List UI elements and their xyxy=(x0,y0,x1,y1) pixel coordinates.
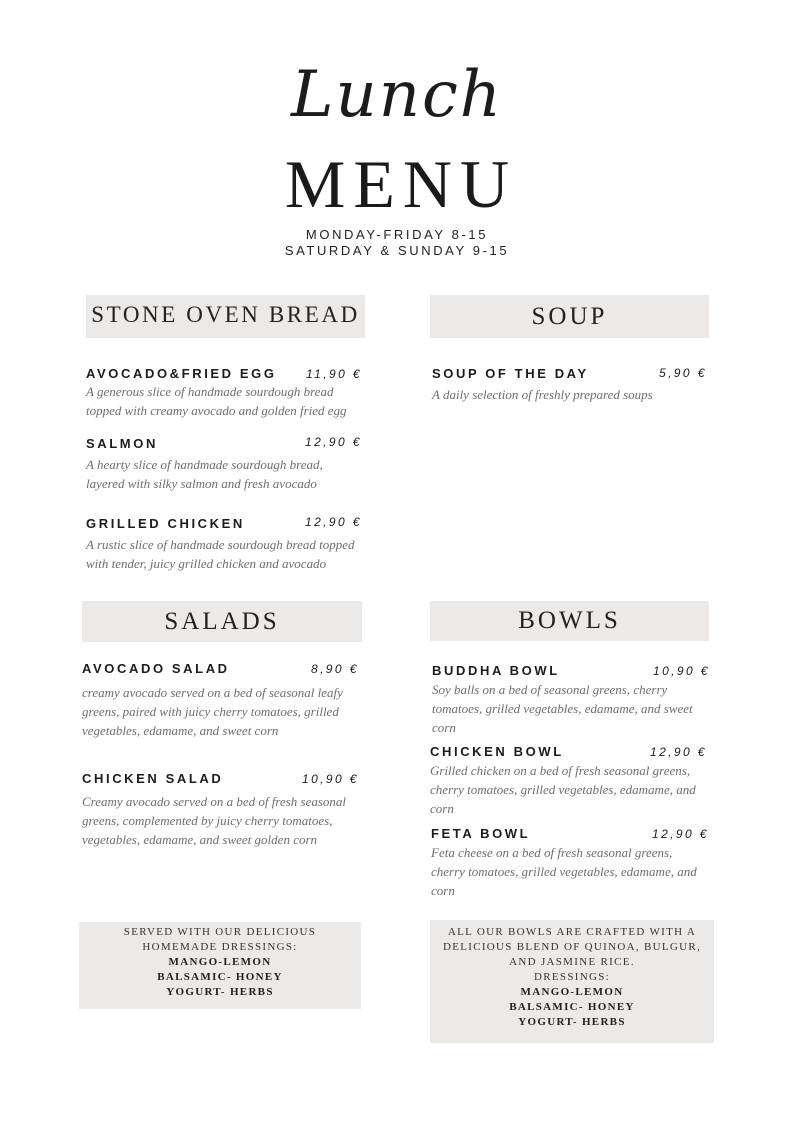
section-header-salads: SALADS xyxy=(82,601,362,642)
item-description: with tender, juicy grilled chicken and avocado xyxy=(86,556,327,571)
item-price: 12,90 € xyxy=(652,827,709,841)
hours-weekend: SATURDAY & SUNDAY 9-15 xyxy=(284,243,510,258)
item-name: AVOCADO SALAD xyxy=(82,661,230,676)
note-dressing: YOGURT- HERBS xyxy=(518,1016,626,1028)
item-name: CHICKEN BOWL xyxy=(430,744,564,759)
item-price: 11,90 € xyxy=(306,367,362,381)
item-name: GRILLED CHICKEN xyxy=(86,516,245,531)
item-description: A hearty slice of handmade sourdough bread, xyxy=(86,457,323,472)
item-description: Soy balls on a bed of seasonal greens, cherry xyxy=(432,682,668,697)
item-description: Creamy avocado served on a bed of fresh seasonal xyxy=(82,794,347,809)
item-name: FETA BOWL xyxy=(431,826,531,841)
bowls-base-note xyxy=(430,920,714,1043)
note-line: ALL OUR BOWLS ARE CRAFTED WITH A xyxy=(447,926,697,938)
item-price: 5,90 € xyxy=(659,366,707,380)
note-dressing: MANGO-LEMON xyxy=(168,956,272,968)
note-line: DELICIOUS BLEND OF QUINOA, BULGUR, xyxy=(442,941,702,953)
item-description: A rustic slice of handmade sourdough bread topped xyxy=(86,537,355,552)
item-name: BUDDHA BOWL xyxy=(432,663,560,678)
item-description: cherry tomatoes, grilled vegetables, edamame, and xyxy=(430,782,696,797)
item-description: layered with silky salmon and fresh avocado xyxy=(86,476,317,491)
section-header-bowls: BOWLS xyxy=(430,601,709,641)
item-price: 10,90 € xyxy=(653,664,710,678)
item-description: vegetables, edamame, and sweet golden corn xyxy=(82,832,318,847)
item-price: 10,90 € xyxy=(302,772,359,786)
item-description: greens, complemented by juicy cherry tomatoes, xyxy=(82,813,333,828)
item-description: tomatoes, grilled vegetables, edamame, and sweet xyxy=(432,701,693,716)
item-description: A daily selection of freshly prepared soups xyxy=(432,387,653,402)
section-header-bread: STONE OVEN BREAD xyxy=(86,295,365,338)
item-description: cherry tomatoes, grilled vegetables, edamame, and xyxy=(431,864,697,879)
item-name: SALMON xyxy=(86,436,158,451)
item-description: A generous slice of handmade sourdough bread xyxy=(86,384,334,399)
item-description: Grilled chicken on a bed of fresh seasonal greens, xyxy=(430,763,691,778)
item-description: greens, paired with juicy cherry tomatoes, grilled xyxy=(82,704,339,719)
item-price: 12,90 € xyxy=(305,515,362,529)
item-description: creamy avocado served on a bed of seasonal leafy xyxy=(82,685,343,700)
note-line: HOMEMADE DRESSINGS: xyxy=(142,941,298,953)
item-description: corn xyxy=(430,801,454,816)
item-description: Feta cheese on a bed of fresh seasonal greens, xyxy=(431,845,673,860)
note-dressing: BALSAMIC- HONEY xyxy=(509,1001,635,1013)
section-header-soup: SOUP xyxy=(430,295,709,338)
note-dressing: YOGURT- HERBS xyxy=(166,986,274,998)
script-title-lunch: Lunch xyxy=(291,58,503,132)
item-description: corn xyxy=(431,883,455,898)
note-line: SERVED WITH OUR DELICIOUS xyxy=(123,926,317,938)
item-price: 8,90 € xyxy=(311,662,359,676)
item-description: vegetables, edamame, and sweet corn xyxy=(82,723,279,738)
item-name: CHICKEN SALAD xyxy=(82,771,224,786)
note-dressing: BALSAMIC- HONEY xyxy=(157,971,283,983)
salads-dressing-note xyxy=(79,922,361,1009)
item-name: AVOCADO&FRIED EGG xyxy=(86,366,277,381)
item-description: topped with creamy avocado and golden fried egg xyxy=(86,403,347,418)
item-name: SOUP OF THE DAY xyxy=(432,366,589,381)
note-dressing: MANGO-LEMON xyxy=(520,986,624,998)
item-description: corn xyxy=(432,720,456,735)
page-title: MENU xyxy=(284,146,518,222)
hours-weekdays: MONDAY-FRIDAY 8-15 xyxy=(305,227,489,242)
note-line: DRESSINGS: xyxy=(534,971,610,983)
item-price: 12,90 € xyxy=(650,745,707,759)
item-price: 12,90 € xyxy=(305,435,362,449)
note-line: AND JASMINE RICE. xyxy=(509,956,635,968)
